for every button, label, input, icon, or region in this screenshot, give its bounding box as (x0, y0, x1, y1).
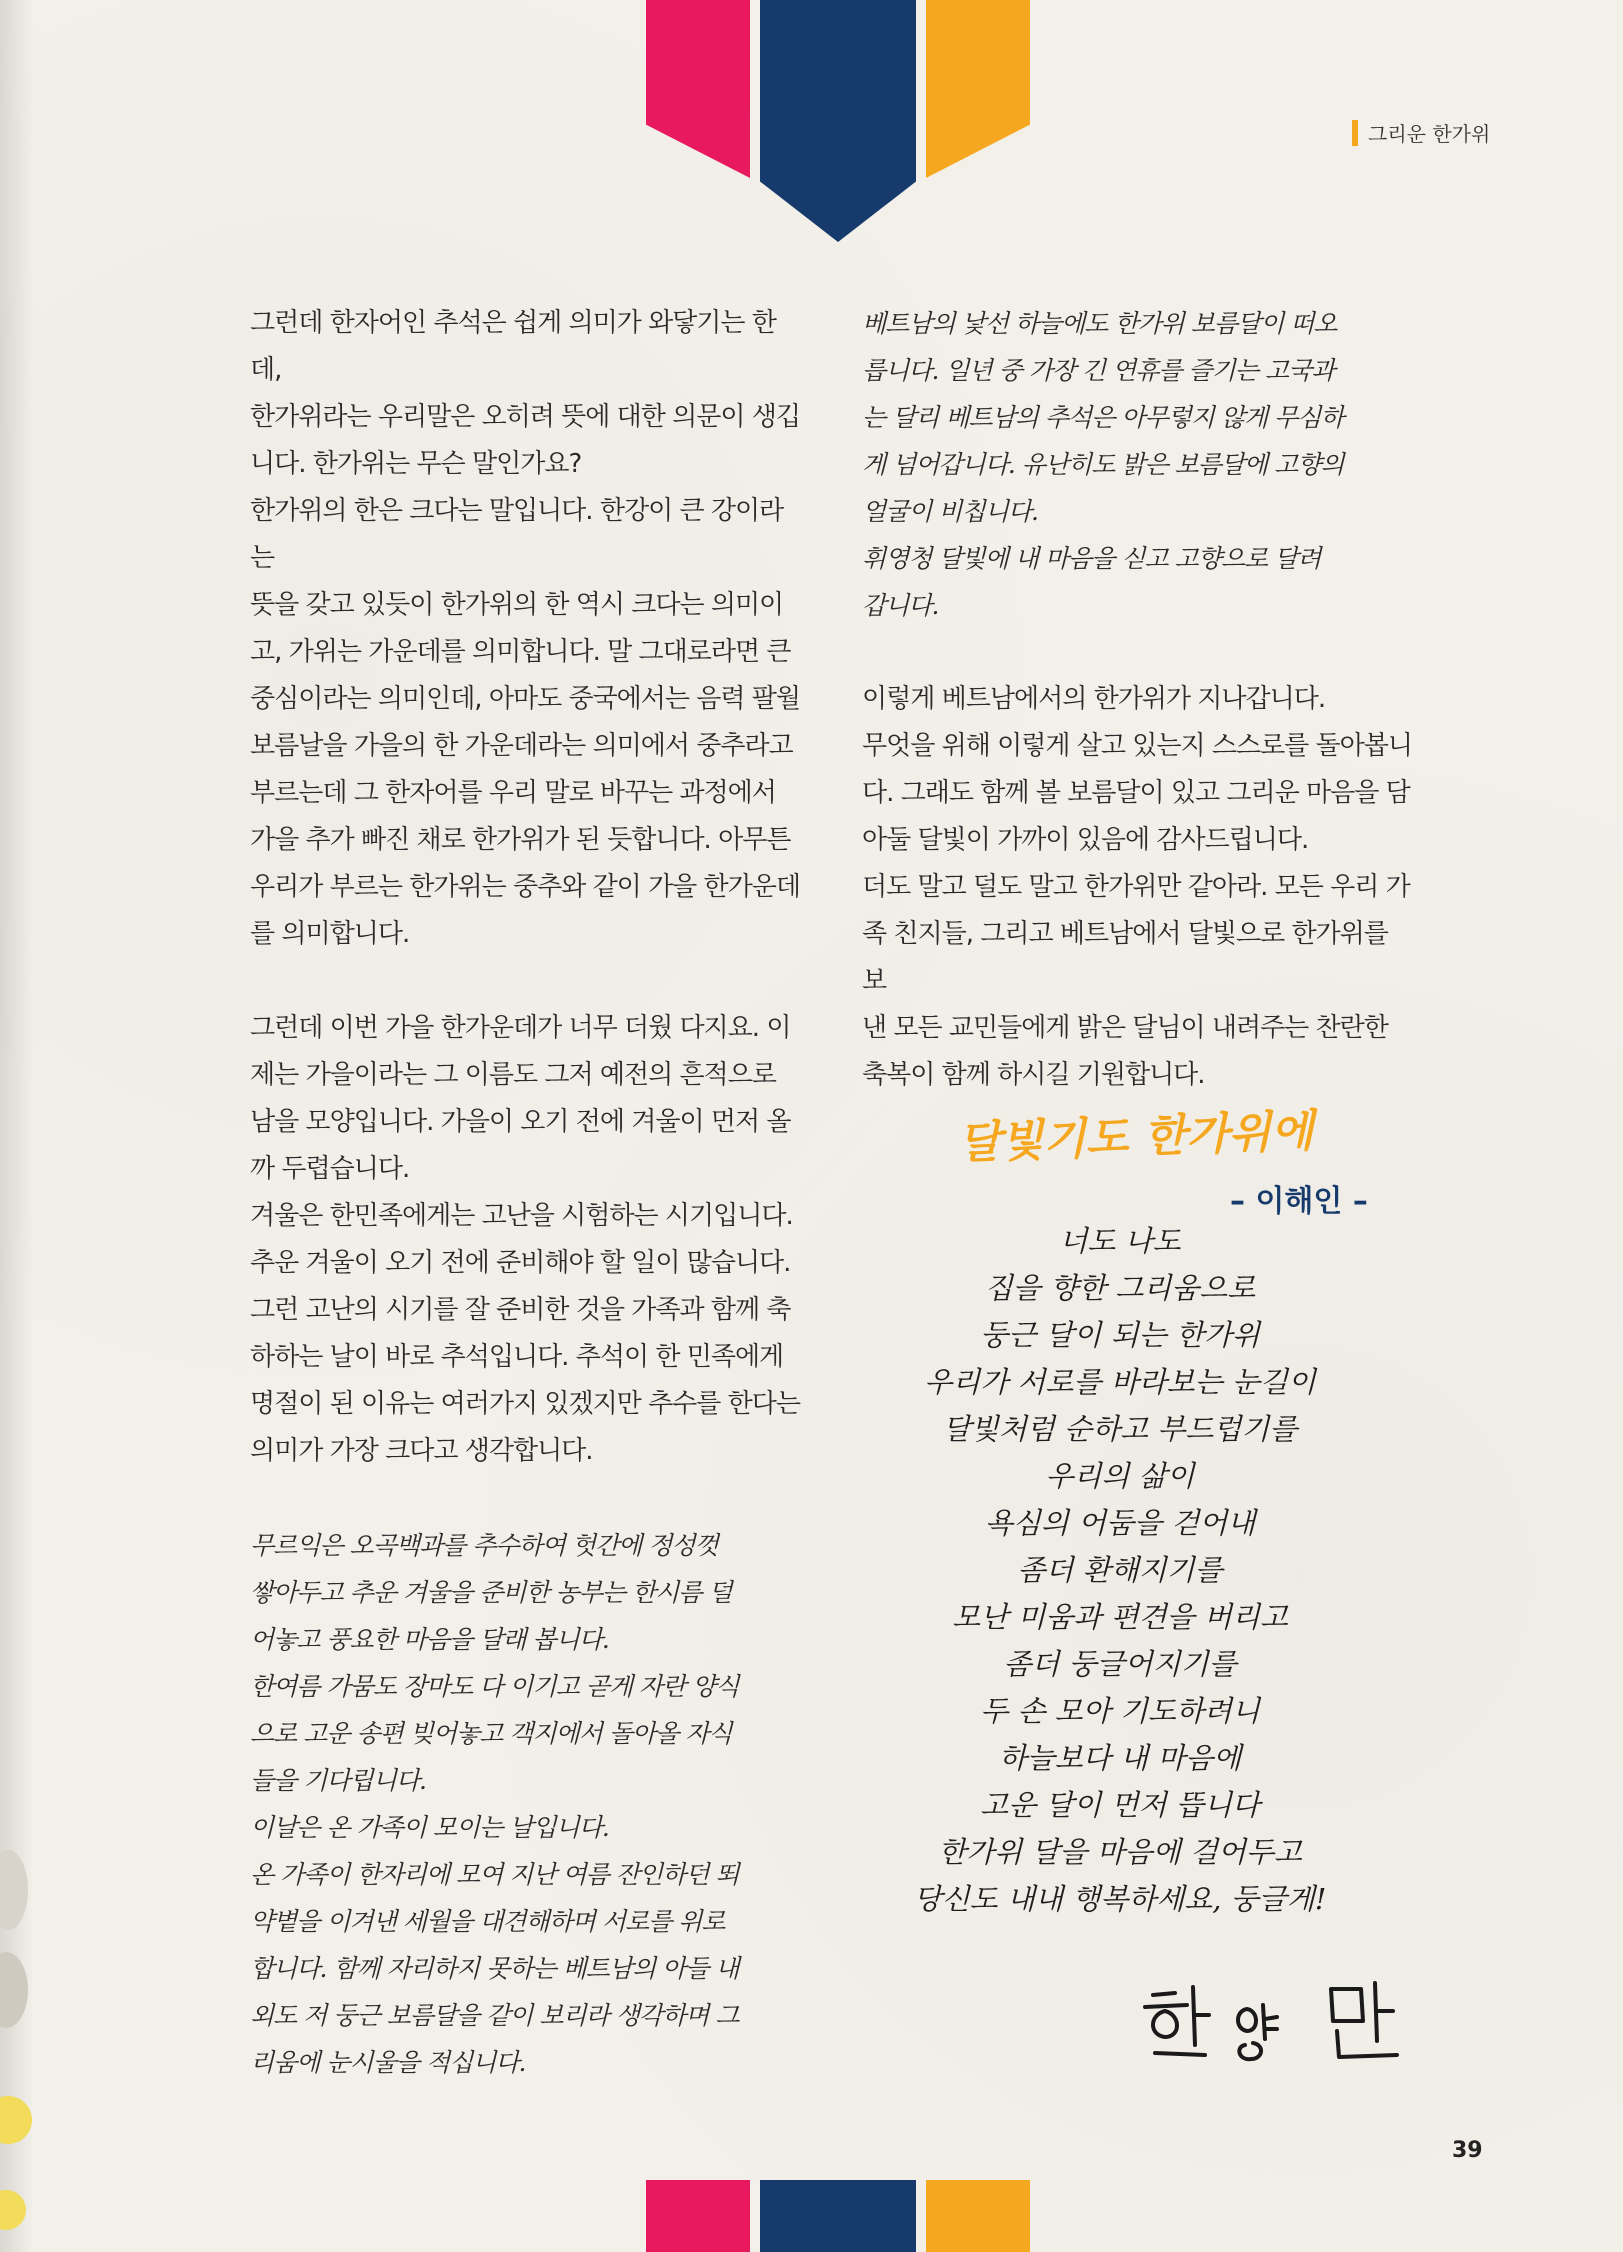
handwritten-signature (1135, 1975, 1415, 2065)
poem-line: 두 손 모아 기도하려니 (980, 1694, 1260, 1728)
left-column (250, 300, 805, 2086)
poem-line: 하늘보다 내 마음에 (998, 1741, 1242, 1775)
poem-line: 둥근 달이 되는 한가위 (980, 1318, 1260, 1352)
left-paragraph-1: 그런데 한자어인 추석은 쉽게 의미가 와닿기는 한데, 한가위라는 우리말은 오히려 뜻에 대한 의문이 생깁 니다. 한가위는 무슨 말인가요? 한가위의 한은 크다는 말입니다. 한강이 큰 강이라는 뜻을 갖고 있듯이 한가위의 한 역시 크다는 의미이 고, 가위는 가운데를 의미합니다. 말 그대로라면 큰 중심이라는 의미인데, 아마도 중국에서는 음력 팔월 보름날을 가을의 한 가운데라는 의미에서 중추라고 부르는데 그 한자어를 우리 말로 바꾸는 과정에서 가을 추가 빠진 채로 한가위가 된 듯합니다. 아무튼 우리가 부르는 한가위는 중추와 같이 가을 한가운데 를 의미합니다. (250, 308, 801, 949)
flower-decoration (0, 1830, 40, 2250)
poem-body (880, 1218, 1360, 1923)
poem-line: 우리가 서로를 바라보는 눈길이 (924, 1365, 1316, 1399)
poem-line: 집을 향한 그리움으로 (984, 1271, 1256, 1305)
navy-bottom-bar (760, 2180, 916, 2252)
section-marker (1352, 120, 1358, 146)
section-tag (1352, 118, 1490, 147)
poem-line: 좀더 둥글어지기를 (1003, 1647, 1237, 1681)
right-paragraph-1: 베트남의 낯선 하늘에도 한가위 보름달이 떠오 릅니다. 일년 중 가장 긴 연휴를 즐기는 고국과 는 달리 베트남의 추석은 아무렇지 않게 무심하 게 넘어갑니다. 유난히도 밝은 보름달에 고향의 얼굴이 비칩니다. 휘영청 달빛에 내 마음을 싣고 고향으로 달려 갑니다. (862, 309, 1344, 620)
right-paragraph-2: 이렇게 베트남에서의 한가위가 지나갑니다. 무엇을 위해 이렇게 살고 있는지 스스로를 돌아봅니 다. 그래도 함께 볼 보름달이 있고 그리운 마음을 담 아둘 달빛이 가까이 있음에 감사드립니다. 더도 말고 덜도 말고 한가위만 같아라. 모든 우리 가 족 친지들, 그리고 베트남에서 달빛으로 한가위를 보 낸 모든 교민들에게 밝은 달님이 내려주는 찬란한 축복이 함께 하시길 기원합니다. (862, 684, 1413, 1090)
section-title: 그리운 한가위 (1368, 122, 1491, 146)
poem-line: 좀더 환해지기를 (1017, 1553, 1223, 1587)
right-column (862, 300, 1417, 1099)
poem-line: 한가위 달을 마음에 걸어두고 (938, 1835, 1302, 1869)
poem-line: 너도 나도 (1059, 1224, 1181, 1258)
poem-line: 고운 달이 먼저 뜹니다 (980, 1788, 1260, 1822)
page-number: 39 (1452, 2138, 1483, 2163)
poem-line: 우리의 삶이 (1045, 1459, 1195, 1493)
poem-author: – 이해인 – (1230, 1184, 1368, 1219)
poem-title: 달빛기도 한가위에 (957, 1105, 1315, 1169)
poem-line: 모난 미움과 편견을 버리고 (952, 1600, 1288, 1634)
poem-line: 달빛처럼 순하고 부드럽기를 (942, 1412, 1298, 1446)
poem-line: 욕심의 어둠을 걷어내 (984, 1506, 1256, 1540)
gold-bottom-bar (926, 2180, 1030, 2252)
left-paragraph-3: 무르익은 오곡백과를 추수하여 헛간에 정성껏 쌓아두고 추운 겨울을 준비한 농부는 한시름 덜 어놓고 풍요한 마음을 달래 봅니다. 한여름 가뭄도 장마도 다 이기고 곧게 자란 양식 으로 고운 송편 빚어놓고 객지에서 돌아올 자식 들을 기다립니다. 이날은 온 가족이 모이는 날입니다. 온 가족이 한자리에 모여 지난 여름 잔인하던 뙤 약볕을 이겨낸 세월을 대견해하며 서로를 위로 합니다. 함께 자리하지 못하는 베트남의 아들 내 외도 저 둥근 보름달을 같이 보리라 생각하며 그 리움에 눈시울을 적십니다. (250, 1531, 739, 2077)
left-paragraph-2: 그런데 이번 가을 한가운데가 너무 더웠 다지요. 이 제는 가을이라는 그 이름도 그저 예전의 흔적으로 남을 모양입니다. 가을이 오기 전에 겨울이 먼저 올 까 두렵습니다. 겨울은 한민족에게는 고난을 시험하는 시기입니다. 추운 겨울이 오기 전에 준비해야 할 일이 많습니다. 그런 고난의 시기를 잘 준비한 것을 가족과 함께 축 하하는 날이 바로 추석입니다. 추석이 한 민족에게 명절이 된 이유는 여러가지 있겠지만 추수를 한다는 의미가 가장 크다고 생각합니다. (250, 1013, 801, 1466)
pink-bottom-bar (646, 2180, 750, 2252)
poem-line: 당신도 내내 행복하세요, 둥글게! (913, 1882, 1327, 1916)
